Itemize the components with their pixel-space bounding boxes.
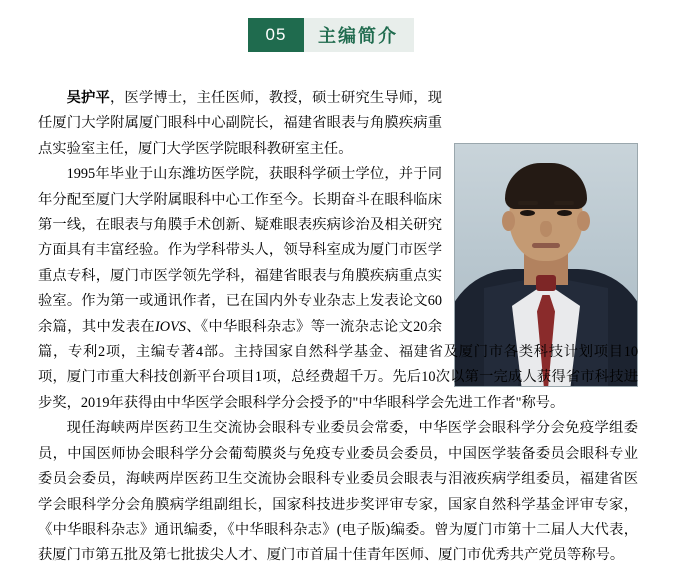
bio-paragraph-2: 1995年毕业于山东潍坊医学院，获眼科学硕士学位，并于同年分配至厦门大学附属眼科中心工作至今。长期奋斗在眼科临床第一线，在眼表与角膜手术创新、疑难眼表疾病诊治及相关研究方面具有丰富经验。作为学科带头人，领导科室成为厦门市医学重点专科，厦门市医学领先学科，福建省眼表与角膜疾病重点实验室。作为第一或通讯作者，已在国内外专业杂志上发表论文60余篇，其中发表在IOVS、《中华眼科杂志》等一流杂志论文20余篇，专利2项，主编专著4部。主持国家自然科学基金、福建省及厦门市各类科技计划项目10项，厦门市重大科技创新平台项目1项，总经费超千万。先后10次以第一完成人获得省市科技进步奖，2019年获得由中华医学会眼科学分会授予的"中华眼科学会先进工作者"称号。 — [38, 166, 638, 411]
section-title: 主编简介 — [304, 18, 414, 52]
section-header-banner — [248, 18, 414, 52]
photo-wrap-spacer — [442, 86, 638, 334]
journal-title-italic: IOVS — [154, 318, 186, 335]
editor-name: 吴护平 — [66, 90, 110, 106]
section-number: 05 — [248, 18, 304, 52]
editor-biography — [38, 86, 638, 569]
bio-paragraph-3: 现任海峡两岸医药卫生交流协会眼科专业委员会常委，中华医学会眼科学分会免疫学组委员，中国医师协会眼科学分会葡萄膜炎与免疫专业委员会委员，中国医学装备委员会眼科专业委员会委员，海峡两岸医药卫生交流协会眼科专业委员会眼表与泪液疾病学组委员，福建省医学会眼科学分会角膜病学组副组长，国家科技进步奖评审专家，国家自然科学基金评审专家，《中华眼科杂志》通讯编委，《中华眼科杂志》(电子版)编委。曾为厦门市第十二届人大代表，获厦门市第五批及第七批拔尖人才、厦门市首届十佳青年医师、厦门市优秀共产党员等称号。 — [38, 420, 638, 564]
bio-paragraph-1: 吴护平，医学博士，主任医师，教授，硕士研究生导师，现任厦门大学附属厦门眼科中心副院长，福建省眼表与角膜疾病重点实验室主任，厦门大学医学院眼科教研室主任。 — [38, 90, 443, 157]
